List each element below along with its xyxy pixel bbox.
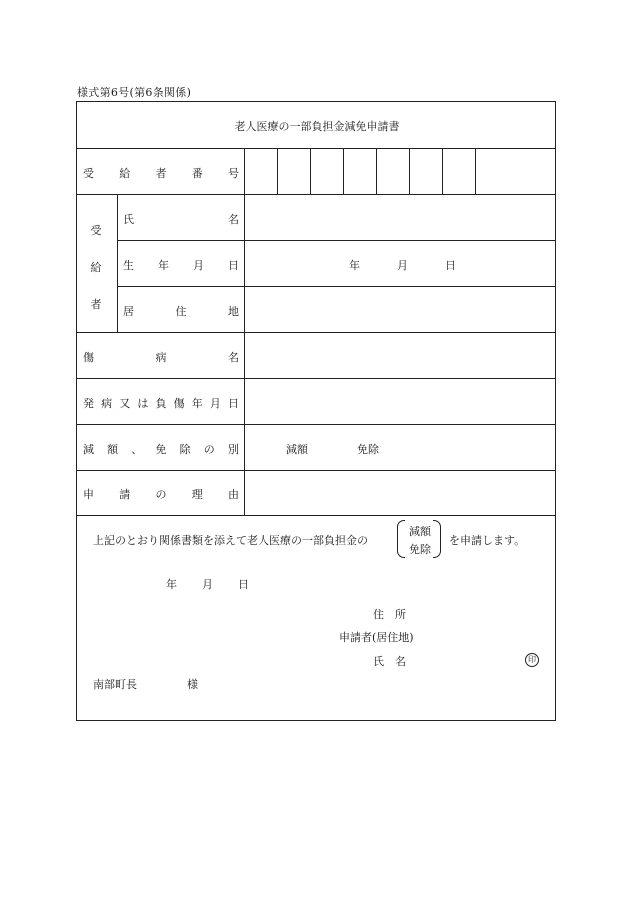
birth-date-input[interactable] — [245, 241, 555, 286]
recipient-group-label: 受 給 者 — [90, 224, 102, 311]
group-column-divider — [117, 194, 118, 332]
row-divider — [77, 424, 555, 425]
recipient-number-input[interactable] — [245, 149, 475, 194]
application-day-unit: 日 — [238, 578, 249, 591]
onset-date-input[interactable] — [245, 379, 555, 424]
address-label: 居 住 地 — [123, 305, 239, 318]
birth-date-label: 生 年 月 日 — [123, 259, 239, 272]
recipient-number-label: 受 給 者 番 号 — [83, 167, 239, 180]
application-month-unit: 月 — [202, 578, 213, 591]
applicant-address-label: 住 所 — [373, 608, 406, 621]
form-number: 様式第6号(第6条関係) — [77, 86, 192, 99]
application-statement: 上記のとおり関係書類を添えて老人医療の一部負担金の — [93, 534, 368, 547]
seal-mark: 印 — [525, 653, 539, 667]
application-form — [76, 101, 556, 721]
birth-year-unit: 年 — [349, 259, 360, 272]
category-label: 減 額 、 免 除 の 別 — [83, 443, 239, 456]
disease-name-input[interactable] — [245, 333, 555, 378]
addressee: 南部町長 — [93, 678, 137, 691]
option-exemption[interactable]: 免除 — [357, 443, 379, 456]
onset-date-label: 発 病 又 は 負 傷 年 月 日 — [83, 397, 239, 410]
application-year-unit: 年 — [166, 578, 177, 591]
applicant-label: 申請者(居住地) — [339, 631, 414, 644]
number-box-divider — [475, 148, 476, 194]
birth-month-unit: 月 — [397, 259, 408, 272]
reason-input[interactable] — [245, 471, 555, 515]
disease-name-label: 傷 病 名 — [83, 351, 239, 364]
address-input[interactable] — [245, 287, 555, 332]
name-label: 氏 名 — [123, 213, 239, 226]
bracket-option-exemption[interactable]: 免除 — [409, 543, 431, 556]
name-input[interactable] — [245, 195, 555, 240]
reason-label: 申 請 の 理 由 — [83, 488, 239, 501]
row-divider — [77, 515, 555, 516]
bracket-option-reduction[interactable]: 減額 — [409, 525, 431, 538]
option-reduction[interactable]: 減額 — [286, 443, 308, 456]
application-statement-end: を申請します。 — [449, 534, 526, 547]
honorific: 様 — [187, 678, 198, 691]
birth-day-unit: 日 — [445, 259, 456, 272]
applicant-name-label: 氏 名 — [373, 655, 406, 668]
form-title: 老人医療の一部負担金減免申請書 — [234, 120, 400, 133]
